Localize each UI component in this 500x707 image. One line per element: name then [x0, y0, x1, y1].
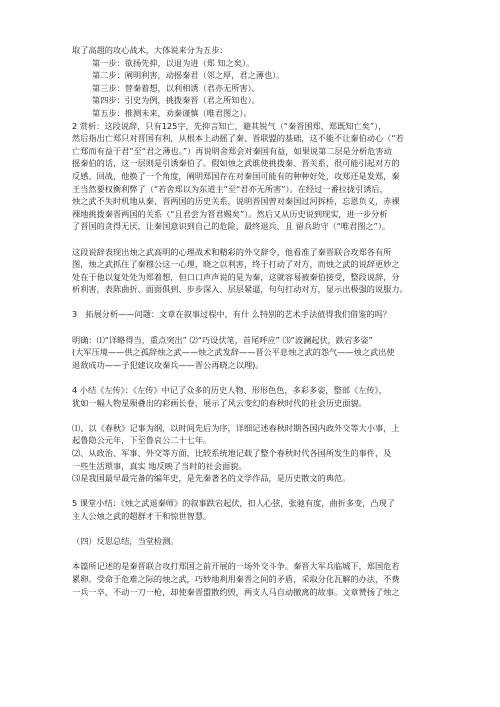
- text-line: 了晋国的贪得无厌，让秦国意识到自己的危险，最终退兵，且 留兵助守（“唯君图之”）。: [72, 221, 391, 232]
- text-line: 处在于他以复处处为郑着想，但口口声声说的是为秦，这就容易被秦伯接受，整段说辞，分: [72, 271, 400, 282]
- appreciation-paragraph: [72, 120, 456, 233]
- intro-line: 取了高超的攻心战术，大体说来分为五步：: [72, 45, 228, 55]
- text-line: 裸地挑拨秦晋两国的关系（“且君尝为晋君赐矣”）。然后又从历史说到现实，进一步分析: [72, 208, 388, 219]
- class-summary: [72, 497, 456, 522]
- list-item: ⑶是我国最早最完备的编年史，是先秦著名的文学作品，是历史散文的典范。: [72, 473, 351, 484]
- text-line: 王当然要权衡利弊了（“若舍郑以为东道主”至“君亦无所害”）。在经过一番拉拢引诱后，: [72, 183, 388, 194]
- text-line: 4 小结《左传》：《左传》中记了众多的历史人物、形形色色，多彩多姿，整部《左传》，: [72, 385, 387, 396]
- text-line: 明确：⑴“详略得当，重点突出” ⑵“巧设伏笔，首尾呼应” ⑶“波澜起伏，跌宕多姿”: [72, 334, 373, 345]
- zuozhuan-features: [72, 422, 456, 485]
- intro-section: [72, 44, 456, 120]
- list-item: 起鲁隐公元年，下至鲁哀公二十七年。: [72, 435, 212, 446]
- section-heading: [72, 535, 456, 548]
- step-1: 第一步：欲扬先抑，以退为进（郑 知之矣）。: [92, 57, 255, 68]
- text-line: 然后指出亡郑只对晋国有利，从根本上动摇了秦、晋联盟的基础，这不能不让秦伯动心（“若: [72, 133, 404, 144]
- step-3: 第三步：替秦着想，以利相诱（君亦无所害）。: [92, 82, 260, 93]
- closing-paragraph: [72, 560, 456, 598]
- text-line: 一兵一卒，不动一刀一枪，却使秦晋盟散约毁，两支人马自动撤离的故事。文章赞扬了烛之: [72, 586, 400, 597]
- text-line: 烛之武不失时机地从秦、晋两国的历史关系，说明晋国曾对秦国过河拆桥，忘恩负义，赤裸: [72, 196, 400, 207]
- text-line: 犹如一幅人物星殒叠出的彩画长卷，展示了风云变幻的春秋时代的社会历史面貌。: [72, 397, 367, 408]
- text-line: 本篇所记述的是秦晋联合攻打郑国之前开展的一场外交斗争。秦晋大军兵临城下，郑国危若: [72, 561, 400, 572]
- text-line: 退敌成功——子犯建议攻秦兵——晋公再晓之以理)。: [72, 359, 264, 370]
- text-line: 5 课堂小结：《烛之武退秦师》的叙事跌宕起伏，扣人心弦，张驰有度，曲折多变，凸现了: [72, 498, 396, 509]
- step-5: 第五步：推测未来，劝秦谨慎（唯君图之）。: [92, 107, 252, 118]
- text-line: 反感、回战，他换了一个角度，阐明郑国存在对秦国可能有的种种好处，攻郑还是发郑，秦: [72, 170, 400, 181]
- section-title: （四）反思总结，当堂检测。: [72, 536, 179, 547]
- text-line: 累卵。受命于危难之际的烛之武，巧妙地利用秦晋之间的矛盾，采取分化瓦解的办法，不费: [72, 573, 400, 584]
- text-line: 主人公烛之武的超群才干和惊世智慧。: [72, 510, 212, 521]
- step-2: 第二步：阐明利害，动摇秦君（邻之厚，君之薄也）。: [92, 70, 285, 81]
- list-item: ⑴、以《春秋》记事为纲，以时间先后为序，详细记述春秋时期各国内政外交等大小事，上: [72, 422, 400, 433]
- extension-answer: [72, 334, 456, 372]
- text-line: (大军压境——供之孤辞烛之武——烛之武发辞——晋公平息烛之武的怨气——烛之武出使: [72, 347, 395, 358]
- text-line: 析利害，表陈曲折、面面俱到、步步深入、层层紧逼，句句打动对方，显示出极强的说服力。: [72, 284, 408, 295]
- list-item: 一些生活琐事，真实 地反映了当时的社会面貌。: [72, 460, 247, 471]
- step-4: 第四步：引史为例，挑拨秦晋（君之所知也）。: [92, 95, 260, 106]
- text-line: 2 赏析：这段说辞，只有125字，先抑言知亡，避其锐气（“秦晋围郑，郑既知亡矣”），: [72, 120, 387, 131]
- text-line: 亡郑而有益于君”至“君之薄也。”）再说明舍郑会对秦国有益，如果说第二层是分析危害动: [72, 145, 392, 156]
- text-line: 3 拓展分析——问题：文章在叙事过程中，有什 么特别的艺术手法值得我们借鉴的吗？: [72, 309, 391, 320]
- text-line: 这段说辞表现出烛之武高明的心理战术和精彩的外交辞令，他看准了秦晋联合攻郑各有所: [72, 246, 392, 257]
- text-line: 图，烛之武抓住了秦穆公这一心理，晓之以利害，终于打动了对方，而烛之武的说辞更妙之: [72, 259, 400, 270]
- list-item: ⑵、从政治、军事、外交等方面，比较系统地记载了整个春秋时代各国所发生的事件，及: [72, 448, 392, 458]
- extension-question: [72, 308, 456, 321]
- zuozhuan-summary: [72, 384, 456, 409]
- summary-paragraph: [72, 246, 456, 296]
- text-line: 摇秦伯的话，这一层则是引诱秦伯了。假如烛之武谁使挑拨秦、晋关系，很可能引起对方的: [72, 158, 400, 169]
